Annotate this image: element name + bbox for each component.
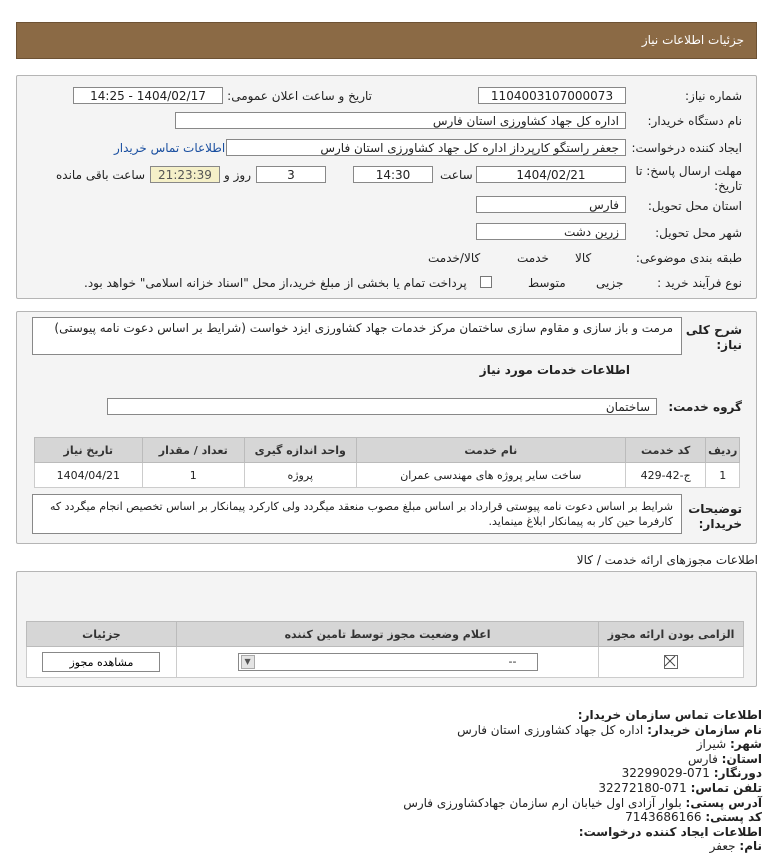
cell-permit-status: [176, 647, 598, 678]
permits-title: اطلاعات مجوزهای ارائه خدمت / کالا: [576, 553, 758, 567]
delivery-city-label: شهر محل تحویل:: [655, 226, 742, 240]
province-label: استان:: [721, 751, 762, 766]
province-value: فارس: [687, 751, 718, 766]
phone-label: تلفن تماس:: [690, 780, 762, 795]
contact-title: اطلاعات تماس سازمان خریدار:: [577, 708, 762, 722]
deadline-label: مهلت ارسال پاسخ: تا: [635, 164, 742, 178]
deadline-date-field[interactable]: 1404/02/21: [476, 166, 626, 183]
permits-table: [26, 621, 744, 678]
address-label: آدرس پستی:: [685, 795, 762, 810]
treasury-payment-note: پرداخت تمام یا بخشی از مبلغ خرید،از محل "اسناد خزانه اسلامی" خواهد بود.: [84, 276, 467, 290]
service-group-label: گروه خدمت:: [668, 400, 742, 414]
col-permit-required: الزامی بودن ارائه مجوز: [599, 622, 744, 647]
services-table-header: [35, 438, 740, 463]
org-value: اداره کل جهاد کشاورزی استان فارس: [457, 722, 644, 737]
table-row[interactable]: [35, 463, 740, 488]
address-value: بلوار آزادی اول خیابان ارم سازمان جهادکشاورزی فارس: [403, 795, 682, 810]
col-permit-details: جزئیات: [27, 622, 177, 647]
col-permit-status: اعلام وضعیت مجوز توسط تامین کننده: [176, 622, 598, 647]
cell-need-date: 1404/04/21: [35, 463, 143, 488]
remaining-time-field: 21:23:39: [150, 166, 220, 183]
creator-title: اطلاعات ایجاد کننده درخواست:: [578, 824, 762, 839]
description-label: شرح کلی: [685, 323, 742, 337]
treasury-payment-checkbox[interactable]: [480, 276, 492, 288]
days-field[interactable]: 3: [256, 166, 326, 183]
deadline-time-field[interactable]: 14:30: [353, 166, 433, 183]
cell-quantity: 1: [142, 463, 244, 488]
col-row-number: ردیف: [706, 438, 740, 463]
buyer-notes-value: شرایط بر اساس دعوت نامه پیوستی قرارداد بر اساس مبلغ مصوب منعقد میگردد ولی کارکرد پیمانکار بر اساس تخصیص انجام میگردد که کارفرما حین کار به پیمانکار ابلاغ مینماید.: [49, 500, 673, 528]
name-label: نام:: [739, 839, 762, 854]
city-value: شیراز: [696, 737, 727, 752]
category-both-label: کالا/خدمت: [428, 251, 481, 265]
announce-datetime-label: تاریخ و ساعت اعلان عمومی:: [227, 89, 372, 103]
deadline-time-label: ساعت: [440, 168, 473, 182]
buyer-org-label: نام دستگاه خریدار:: [647, 114, 742, 128]
deadline-label-date: تاریخ:: [714, 179, 742, 193]
fax-label: دورنگار:: [713, 766, 762, 781]
permit-status-select[interactable]: [238, 653, 538, 671]
buyer-org-field[interactable]: اداره کل جهاد کشاورزی استان فارس: [175, 112, 626, 129]
table-row: [27, 647, 744, 678]
view-permit-button[interactable]: مشاهده مجوز: [42, 652, 160, 672]
page-title: جزئیات اطلاعات نیاز: [641, 33, 744, 47]
chevron-down-icon[interactable]: ▼: [241, 655, 255, 669]
permit-status-value: --: [508, 655, 517, 668]
buyer-notes-text: [32, 494, 682, 534]
need-number-label: شماره نیاز:: [685, 89, 742, 103]
process-minor-label: جزیی: [596, 276, 624, 290]
need-details-panel: [16, 75, 757, 299]
permits-table-header: [27, 622, 744, 647]
process-medium-label: متوسط: [528, 276, 566, 290]
category-service-label: خدمت: [517, 251, 549, 265]
buyer-notes-label-2: خریدار:: [698, 517, 742, 531]
category-label: طبقه بندی موضوعی:: [635, 251, 742, 265]
days-label: روز و: [224, 168, 251, 182]
fax-value: 071-32299029: [621, 766, 710, 781]
col-service-name: نام خدمت: [356, 438, 625, 463]
contact-info: [162, 708, 762, 854]
col-quantity: تعداد / مقدار: [142, 438, 244, 463]
col-need-date: تاریخ نیاز: [35, 438, 143, 463]
description-text: [32, 317, 682, 355]
service-group-field[interactable]: ساختمان: [107, 398, 657, 415]
phone-value: 071-32272180: [598, 780, 687, 795]
permit-required-checkbox[interactable]: [664, 655, 678, 669]
requester-field[interactable]: جعفر راستگو کارپرداز اداره کل جهاد کشاورزی استان فارس: [226, 139, 626, 156]
delivery-province-field[interactable]: فارس: [476, 196, 626, 213]
postal-label: کد پستی:: [705, 810, 762, 825]
remaining-label: ساعت باقی مانده: [56, 168, 146, 182]
announce-datetime-field[interactable]: 1404/02/17 - 14:25: [73, 87, 223, 104]
col-service-code: کد خدمت: [625, 438, 705, 463]
services-section-title: اطلاعات خدمات مورد نیاز: [479, 363, 630, 377]
category-goods-label: کالا: [575, 251, 592, 265]
cell-service-name: ساخت سایر پروژه های مهندسی عمران: [356, 463, 625, 488]
city-label: شهر:: [730, 737, 762, 752]
delivery-province-label: استان محل تحویل:: [647, 199, 742, 213]
org-label: نام سازمان خریدار:: [647, 722, 762, 737]
cell-service-code: ج-42-429: [625, 463, 705, 488]
cell-row-number: 1: [706, 463, 740, 488]
buyer-contact-link[interactable]: اطلاعات تماس خریدار: [114, 141, 226, 155]
requester-label: ایجاد کننده درخواست:: [631, 141, 742, 155]
services-table: [34, 437, 740, 488]
postal-value: 7143686166: [625, 810, 702, 825]
col-unit: واحد اندازه گیری: [244, 438, 356, 463]
cell-permit-details: [27, 647, 177, 678]
name-value: جعفر: [709, 839, 736, 854]
delivery-city-field[interactable]: زرین دشت: [476, 223, 626, 240]
cell-unit: پروژه: [244, 463, 356, 488]
need-number-field[interactable]: 1104003107000073: [478, 87, 626, 104]
buyer-notes-label: توضیحات: [688, 502, 742, 516]
description-value: مرمت و باز سازی و مقاوم سازی ساختمان مرکز خدمات جهاد کشاورزی ایزد خواست (شرایط بر اساس دعوت نامه پیوستی): [54, 321, 673, 335]
cell-permit-required: [599, 647, 744, 678]
process-type-label: نوع فرآیند خرید :: [657, 276, 742, 290]
page-header: [16, 22, 757, 59]
description-label-2: نیاز:: [716, 338, 742, 352]
